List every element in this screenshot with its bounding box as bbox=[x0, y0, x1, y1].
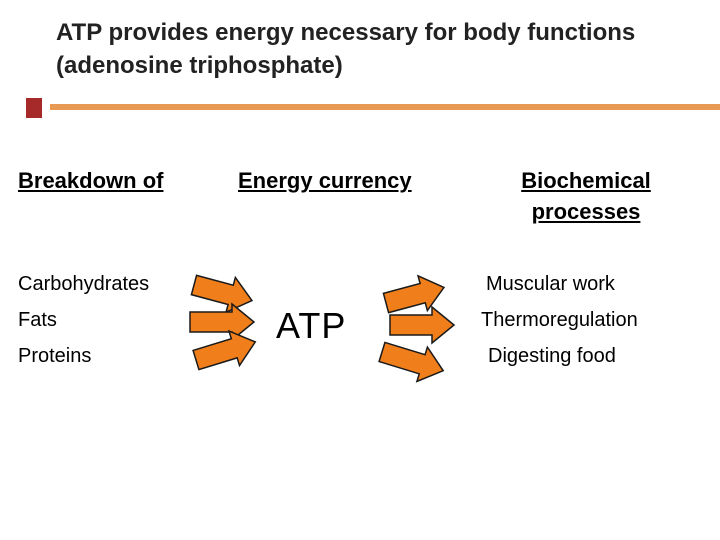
header-energy-currency: Energy currency bbox=[238, 168, 412, 193]
arrow-atp-to-thermoregulation bbox=[390, 307, 454, 343]
item-carbohydrates: Carbohydrates bbox=[18, 273, 150, 295]
header-biochemical-processes: Biochemical processes bbox=[521, 168, 651, 224]
slide-title: ATP provides energy necessary for body functions (adenosine triphosphate) bbox=[56, 19, 636, 79]
item-digesting-food: Digesting food bbox=[488, 345, 616, 367]
arrow-fats-to-atp bbox=[190, 304, 254, 340]
arrow-atp-to-digesting-food bbox=[377, 335, 449, 388]
arrow-carbohydrates-to-atp bbox=[189, 268, 256, 318]
item-thermoregulation: Thermoregulation bbox=[481, 309, 638, 331]
atp-label: ATP bbox=[276, 305, 347, 346]
item-proteins: Proteins bbox=[18, 345, 92, 367]
header-breakdown: Breakdown of bbox=[18, 168, 164, 193]
item-fats: Fats bbox=[18, 309, 57, 331]
item-muscular-work: Muscular work bbox=[486, 273, 615, 295]
